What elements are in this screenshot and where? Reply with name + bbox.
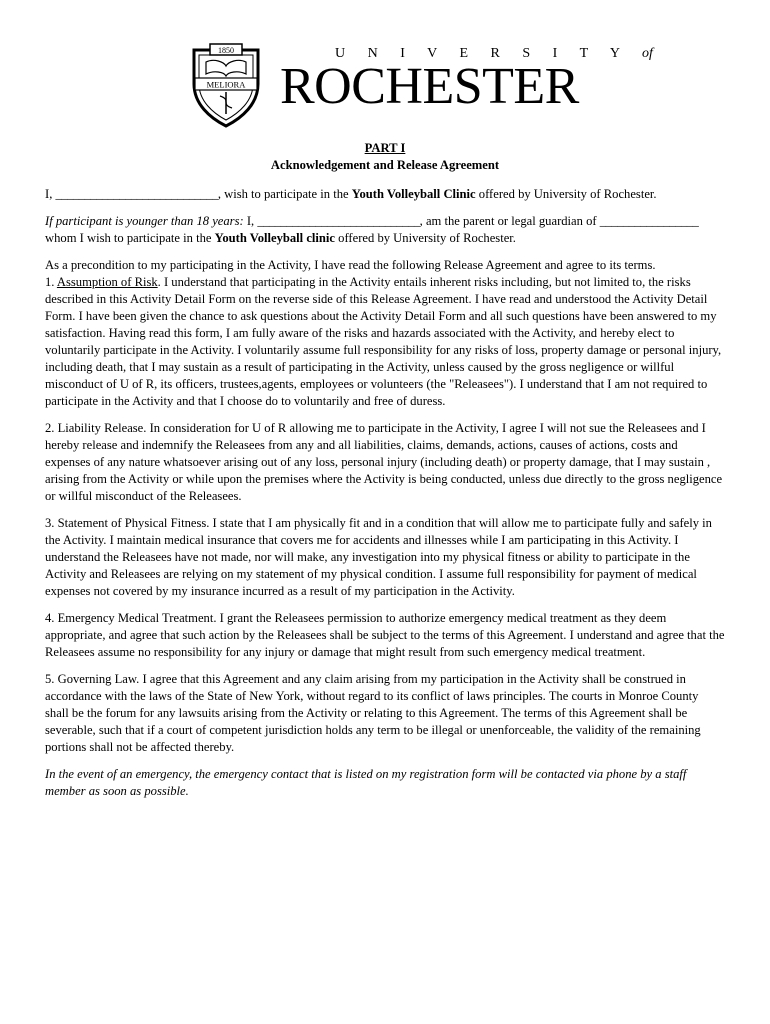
guardian-text1: I, [243,214,258,228]
intro-post: offered by University of Rochester. [475,187,657,201]
university-text: U N I V E R S I T Y [335,46,629,61]
section-liability-release: 2. Liability Release. In consideration for U of R allowing me to participate in the Activity, I agree I will not sue the Releasees and I hereby release and indemnify the Releasees from any and all liabilities, claims, demands, actions, causes of actions, costs and expenses of any nature whatsoever arising out of any loss, personal injury (including death) or property damage, that I may sustain , arising from the Activity or while upon the premises where the Activity is being conducted, unless due directly to the gross negligence or willful misconduct of the Releasees. [45,421,723,503]
emergency-contact-note: In the event of an emergency, the emergency contact that is listed on my registration form will be contacted via phone by a staff member as soon as possible. [45,767,687,798]
seal-motto: MELIORA [206,79,246,90]
release-agreement-document [45,140,725,810]
intro-pre: I, [45,187,56,201]
section1-number: 1. [45,275,57,289]
section-physical-fitness: 3. Statement of Physical Fitness. I state that I am physically fit and in a condition that will allow me to participate fully and safely in the Activity. I maintain medical insurance that covers me for accidents and illnesses while I am participating in this Activity. I understand the Releasees have not made, nor will make, any investigation into my physical fitness or ability to participate in the Activity and Releasees are relying on my statement of my physical condition. I assume full responsibility for payment of medical expenses not covered by my insurance incurred as a result of my participation in the Activity. [45,516,712,598]
section-emergency-medical: 4. Emergency Medical Treatment. I grant the Releasees permission to authorize emergency medical treatment as they deem appropriate, and agree that such action by the Releasees shall be subject to the terms of this Agreement. I understand and agree that the Releasees assume no responsibility for any injury or damage that might result from such emergency medical treatment. [45,611,725,659]
participant-intro [45,186,725,203]
section-assumption-of-risk [45,257,725,410]
section-governing-law: 5. Governing Law. I agree that this Agreement and any claim arising from my participation in the Activity shall be construed in accordance with the laws of the State of New York, without regard to its conflict of laws principles. The courts in Monroe County shall be the forum for any lawsuits arising from the Activity or relating to this Agreement. The terms of this Agreement shall be severable, such that if a court of competent jurisdiction holds any term to be illegal or unenforceable, the validity of the remaining portions shall not be affected thereby. [45,672,701,754]
section1-heading: Assumption of Risk [56,275,158,289]
guardian-text3: whom I wish to participate in the [45,231,215,245]
precondition-lead: As a precondition to my participating in the Activity, I have read the following Release Agreement and agree to its terms. [45,258,656,272]
guardian-program-name: Youth Volleyball clinic [214,231,336,245]
minor-name-blank[interactable]: _________________ [599,214,699,228]
intro-mid: , wish to participate in the [217,187,352,201]
agreement-title: Acknowledgement and Release Agreement [270,158,500,172]
guardian-text2: , am the parent or legal guardian of [419,214,600,228]
rochester-wordmark: ROCHESTER [280,58,579,115]
guardian-name-blank[interactable]: ____________________________ [257,214,420,228]
part-heading: PART I [364,141,406,155]
minor-lead: If participant is younger than 18 years: [45,214,244,228]
program-name: Youth Volleyball Clinic [351,187,476,201]
university-logo [180,40,653,130]
guardian-text4: offered by University of Rochester. [335,231,516,245]
guardian-intro [45,213,725,247]
seal-year: 1850 [218,46,234,55]
section1-body: . I understand that participating in the Activity entails inherent risks including, but not limited to, the risks described in this Activity Detail Form on the reverse side of this Release Agreement. I have read and understood the Activity Detail Form. I have been given the chance to ask questions about the Activity Detail Form and all such questions have been answered to my satisfaction. Having read this form, I am fully aware of the risks and hazards associated with the Activity, and hereby elect to voluntarily participate in the Activity. I voluntarily assume full responsibility for any risks of loss, property damage or personal injury, including death, that I may sustain as a result of participating in the Activity, unless caused by the gross negligence or willful misconduct of U of R, its officers, trustees,agents, employees or volunteers (the "Releasees"). I understand that I am not required to participate in the Activity and that I choose do to voluntarily and free of duress. [45,275,722,408]
of-text: of [641,46,653,61]
participant-name-blank[interactable]: ____________________________ [55,187,218,201]
university-seal-icon [180,40,272,128]
